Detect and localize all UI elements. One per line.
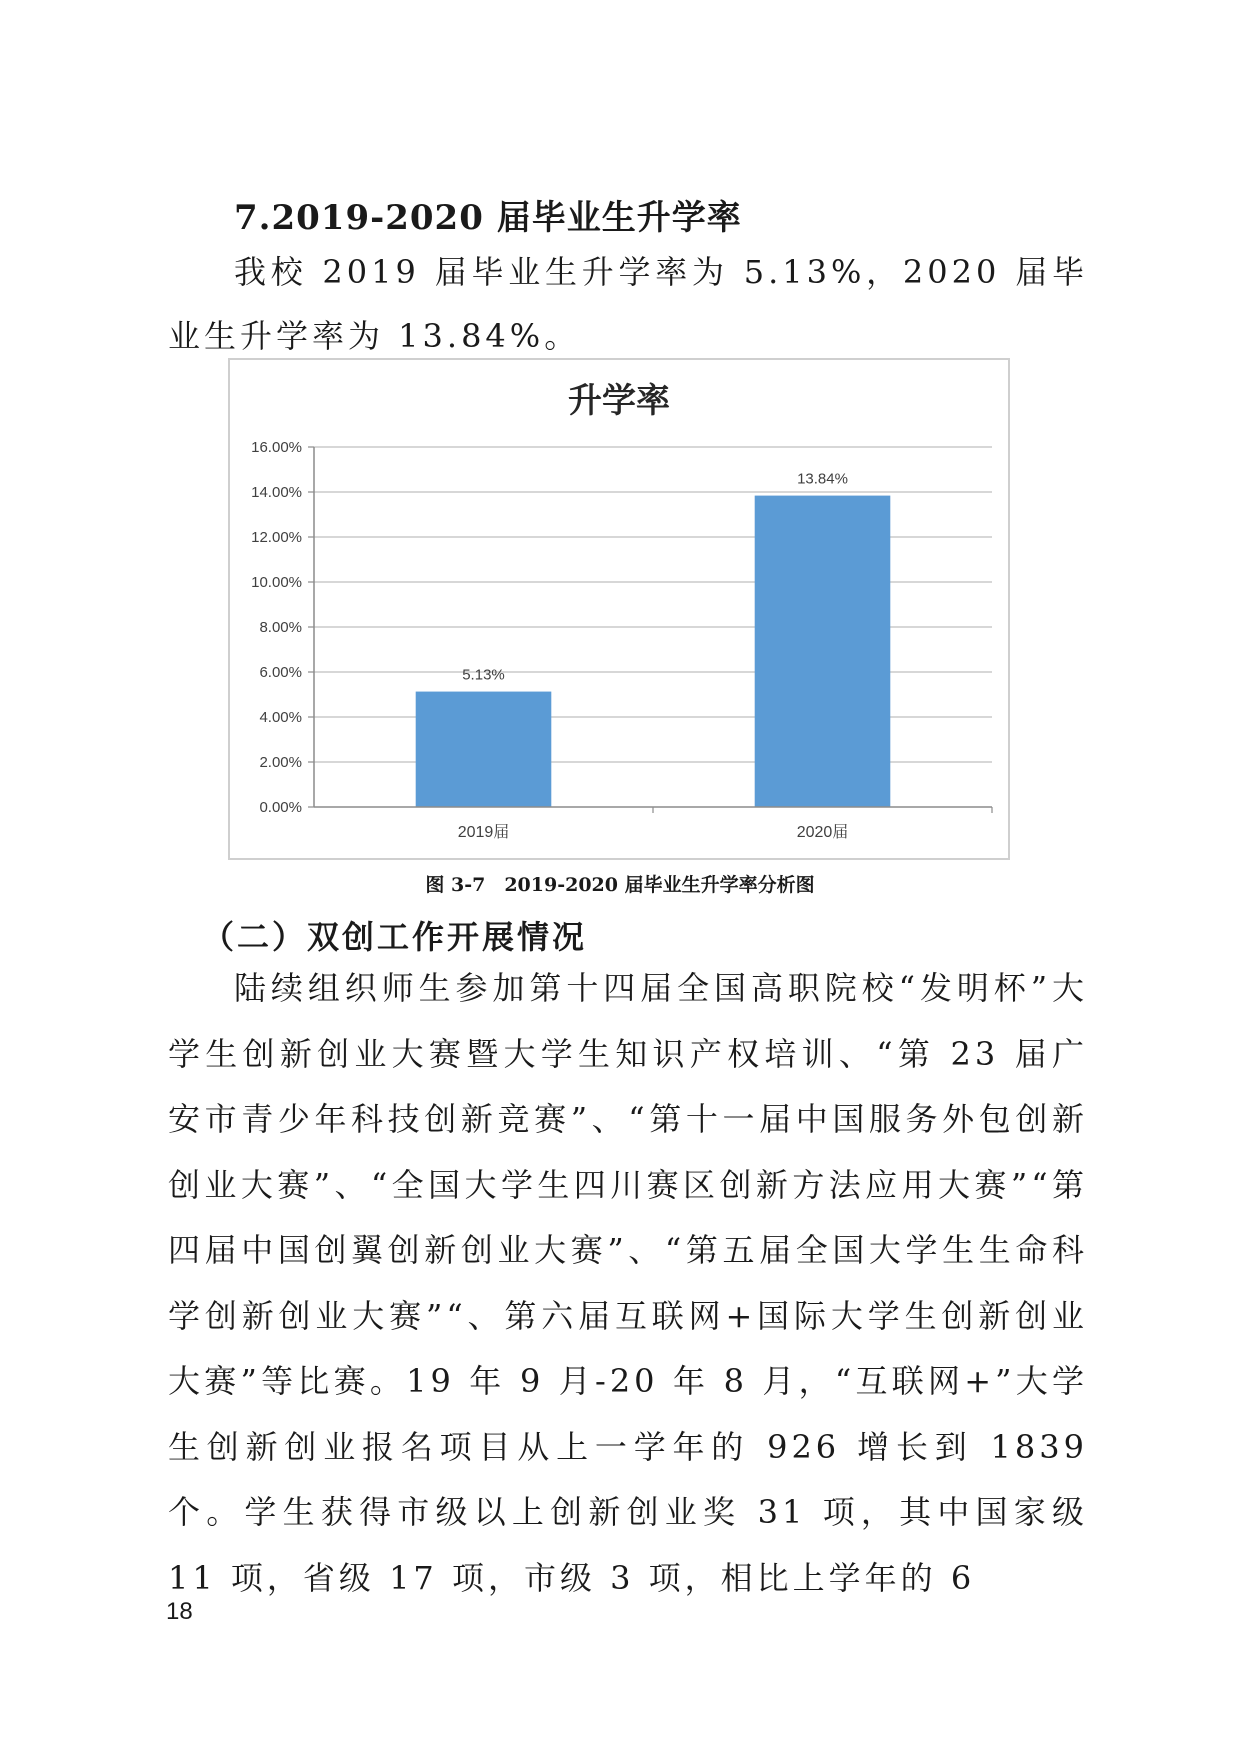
chart-title: 升学率 — [568, 382, 670, 420]
y-tick-label: 16.00% — [251, 439, 302, 456]
data-label: 5.13% — [462, 666, 505, 684]
x-tick-label: 2019届 — [457, 824, 510, 841]
x-tick-label: 2020届 — [796, 824, 849, 841]
y-axis-tick-labels — [251, 439, 302, 816]
bar-chart — [228, 358, 1010, 860]
section-heading: 7.2019-2020 届毕业生升学率 — [234, 198, 742, 238]
y-tick-label: 4.00% — [259, 709, 302, 726]
y-tick-label: 14.00% — [251, 484, 302, 501]
page-number: 18 — [166, 1598, 193, 1625]
y-tick-label: 2.00% — [259, 754, 302, 771]
y-tick-label: 6.00% — [259, 664, 302, 681]
paragraph-graduation-rate: 我校 2019 届毕业生升学率为 5.13%，2020 届毕业生升学率为 13.84%。 — [168, 253, 1088, 355]
paragraph-innovation-work: 陆续组织师生参加第十四届全国高职院校“发明杯”大学生创新创业大赛暨大学生知识产权培训、“第 23 届广安市青少年科技创新竞赛”、“第十一届中国服务外包创新创业大赛”、“全国大学生四川赛区创新方法应用大赛”“第四届中国创翼创新创业大赛”、“第五届全国大学生生命科学创新创业大赛”“、第六届互联网+国际大学生创新创业大赛”等比赛。19 年 9 月-20 年 8 月，“互联网+”大学生创新创业报名项目从上一学年的 926 增长到 1839 个。学生获得市级以上创新创业奖 31 项，其中国家级 11 项，省级 17 项，市级 3 项，相比上学年的 6 — [168, 969, 1088, 1597]
subsection-heading: （二）双创工作开展情况 — [202, 918, 588, 956]
y-tick-label: 8.00% — [259, 619, 302, 636]
x-axis-tick-labels — [458, 823, 849, 841]
bar-2 — [755, 496, 891, 807]
bar-1 — [416, 692, 552, 807]
y-tick-label: 0.00% — [259, 799, 302, 816]
bars — [416, 496, 891, 807]
figure-caption: 图 3-7 2019-2020 届毕业生升学率分析图 — [425, 874, 815, 896]
y-tick-label: 10.00% — [251, 574, 302, 591]
chart-canvas — [230, 360, 1008, 858]
y-tick-label: 12.00% — [251, 529, 302, 546]
data-label: 13.84% — [797, 470, 848, 488]
